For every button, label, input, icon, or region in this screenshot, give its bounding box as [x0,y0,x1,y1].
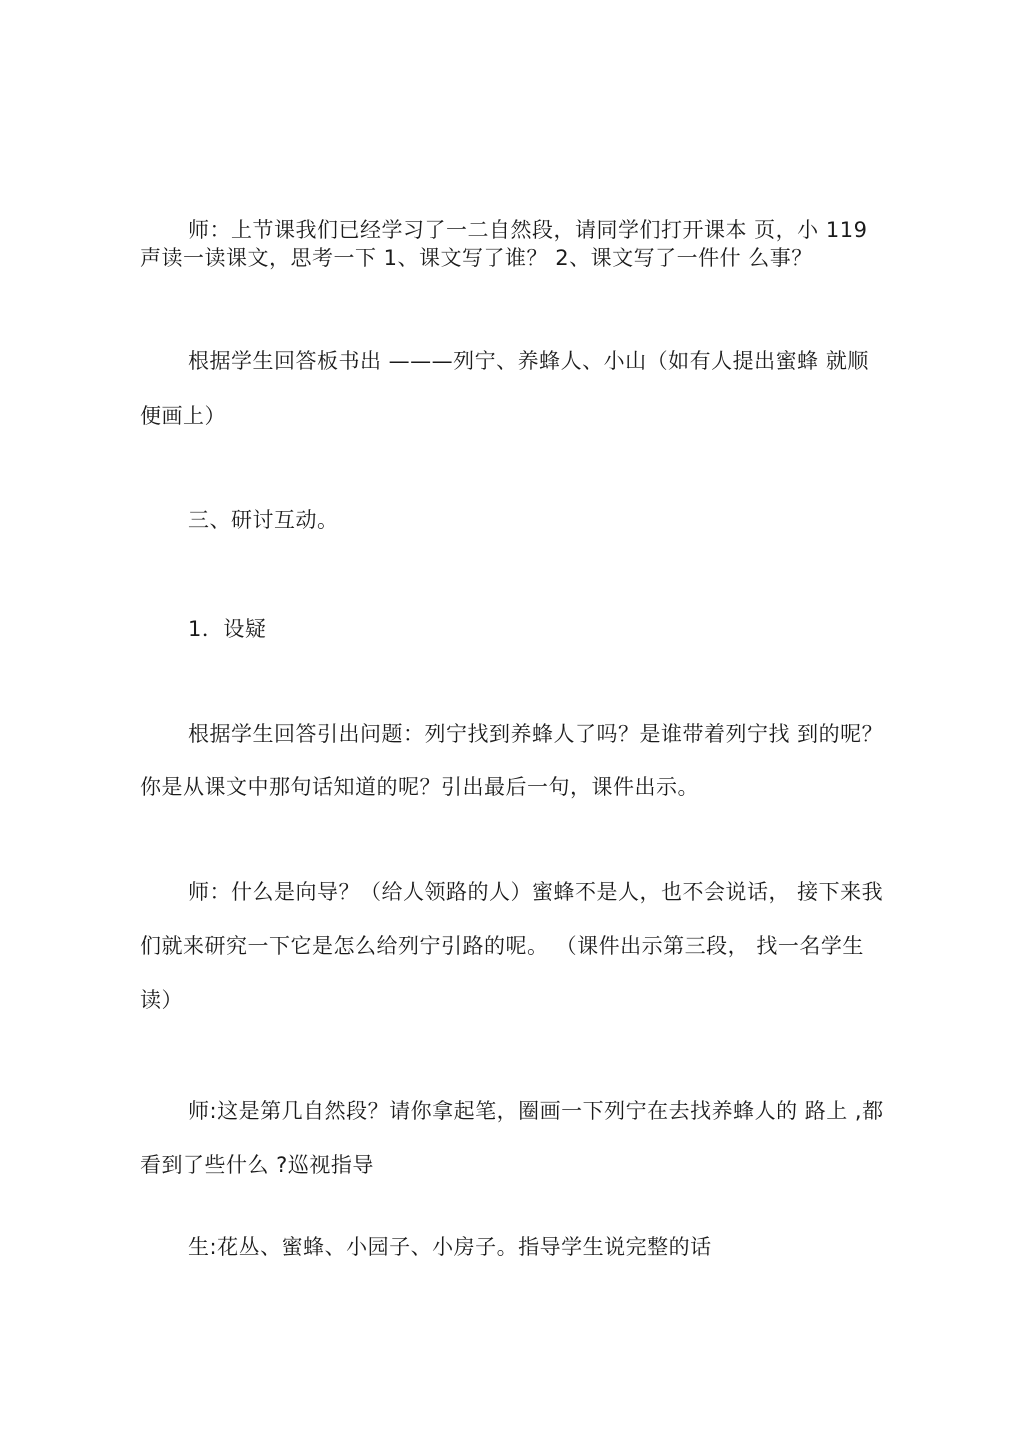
paragraph-1-line-2: 声读一读课文，思考一下 1、课文写了谁？ 2、课文写了一件什 么事？ [140,246,813,270]
paragraph-6-line-1: 师：什么是向导？（给人领路的人）蜜蜂不是人，也不会说话， 接下来我 [188,880,884,904]
paragraph-7-line-1: 师:这是第几自然段？请你拿起笔，圈画一下列宁在去找养蜂人的 路上 ,都 [188,1099,884,1123]
paragraph-2-line-2: 便画上） [140,404,226,428]
paragraph-1-line-1: 师：上节课我们已经学习了一二自然段，请同学们打开课本 页，小 119 [188,218,868,242]
subsection-heading: 1．设疑 [188,617,267,641]
paragraph-8-line-1: 生:花丛、蜜蜂、小园子、小房子。指导学生说完整的话 [188,1235,712,1259]
section-heading: 三、研讨互动。 [188,508,339,532]
paragraph-5-line-1: 根据学生回答引出问题：列宁找到养蜂人了吗？是谁带着列宁找 到的呢？ [188,722,884,746]
paragraph-6-line-3: 读） [140,988,183,1012]
paragraph-7-line-2: 看到了些什么 ?巡视指导 [140,1153,374,1177]
paragraph-5-line-2: 你是从课文中那句话知道的呢？引出最后一句，课件出示。 [140,775,699,799]
paragraph-6-line-2: 们就来研究一下它是怎么给列宁引路的呢。 （课件出示第三段， 找一名学生 [140,934,864,958]
paragraph-2-line-1: 根据学生回答板书出 ———列宁、养蜂人、小山（如有人提出蜜蜂 就顺 [188,349,869,373]
